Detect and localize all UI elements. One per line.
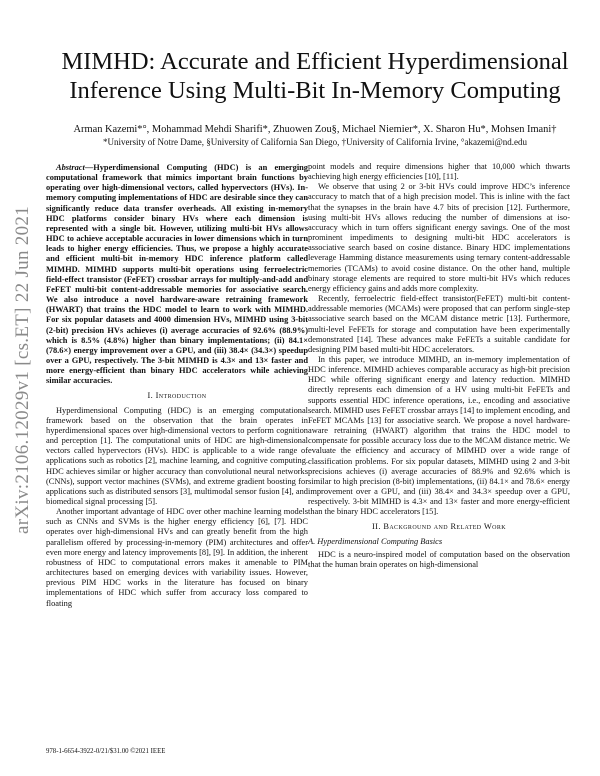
abstract-lead: Abstract: [56, 163, 85, 172]
paper-title: [60, 47, 570, 105]
paper-title-line-1: MIMHD: Accurate and Efficient Hyperdimensional: [61, 48, 569, 75]
intro-paragraph-2: Another important advantage of HDC over other machine learning models such as CNNs and SVMs is the higher energy efficiency [6], [7]. HDC operates over high-dimensional HVs and can greatly benefit from the high parallelism offered by processing-in-memory (PIM) architectures and offer even more energy and latency improvements [8], [9]. In addition, the inherent robustness of HDC to computational errors makes it amenable to PIM architectures based on emerging devices with variability issues. However, previous PIM HDC works in the literature has focused on binary implementations of HDC which suffer from accuracy loss compared to floating: [46, 507, 308, 608]
section-heading-introduction: I. Introduction: [147, 391, 207, 401]
arxiv-identifier-text: arXiv:2106.12029v1 [cs.ET] 22 Jun 2021: [12, 205, 33, 535]
left-column: [46, 163, 308, 609]
intro-paragraph-continued: point models and require dimensions higher that 10,000 which thwarts achieving high energy efficiencies [10], [11].: [308, 162, 570, 182]
right-column: [308, 162, 570, 570]
arxiv-identifier-stamp: [6, 200, 40, 540]
abstract: [46, 163, 308, 386]
intro-paragraph-1: Hyperdimensional Computing (HDC) is an emerging computational framework based on the observation that the brain operates in hyperdimensional spaces over high-dimensional vectors to perform cognition and perception [1]. The computational units of HDC are high-dimensional vectors called hypervectors (HVs). HDC is applicable to a wide range of applications such as robotics [2], machine learning, and cognitive computing. HDC achieves similar or higher accuracy than convolutional neural networks (CNNs), support vector machines (SVMs), and extreme gradient boosting for applications such as distributed sensors [3], multimodal sensor fusion [4], and biomedical signal processing [5].: [46, 405, 308, 506]
section-heading-background: II. Background and Related Work: [371, 522, 507, 532]
abstract-body: —Hyperdimensional Computing (HDC) is an emerging computational framework that mimics important brain functions by operating over high-dimensional vectors, called hypervectors (HVs). In-memory computing implementations of HDC are desirable since they can significantly reduce data transfer overheads. All existing in-memory HDC platforms consider binary HVs where each dimension is represented with a single bit. However, utilizing multi-bit HVs allows HDC to achieve acceptable accuracies in lower dimensions which in turn leads to higher energy efficiencies. Thus, we propose a highly accurate and efficient multi-bit in-memory HDC inference platform called MIMHD. MIMHD supports multi-bit operations using ferroelectric field-effect transistor (FeFET) crossbar arrays for multiply-and-add and FeFET multi-bit content-addressable memories for associative search. We also introduce a novel hardware-aware retraining framework (HWART) that trains the HDC model to learn to work with MIMHD. For six popular datasets and 4000 dimension HVs, MIMHD using 3-bit (2-bit) precision HVs achieves (i) average accuracies of 92.6% (88.9%) which is 8.5% (4.8%) higher than binary implementations; (ii) 84.1× (78.6×) energy improvement over a GPU, and (iii) 38.4× (34.3×) speedup over a GPU, respectively. The 3-bit MIMHD is 4.3× and 13× faster and more energy-efficient than binary HDC accelerators while achieving similar accuracies.: [46, 163, 308, 386]
paper-title-line-2: Inference Using Multi-Bit In-Memory Computing: [69, 77, 561, 104]
intro-paragraph-5: In this paper, we introduce MIMHD, an in-memory implementation of HDC inference. MIMHD achieves comparable accuracy as high-bit precision HDC while offering significant energy and latency reduction. MIMHD directly represents each dimension of a HV using multi-bit FeFETs and supports essential HDC inference operations, i.e., encoding and associative search. MIMHD uses FeFET crossbar arrays [14] to implement encoding, and FeFET MCAMs [13] for associative search. We propose a novel hardware-aware retraining (HWART) algorithm that trains the HDC model to compensate for possible accuracy loss due to the MCAM distance metric. We evaluate the efficiency and accuracy of MIMHD over a wide range of classification problems. For six popular datasets, MIMHD using 2 and 3-bit precisions achieves (i) average accuracies of 88.9% and 92.6% which is similar to high precision (8-bit) implementations, (ii) 84.1× and 78.6× energy improvement over a GPU, and (iii) 38.4× and 34.3× speedup over a GPU, respectively. 3-bit MIMHD is 4.3× and 13× faster and more energy-efficient than the binary HDC accelerators [15].: [308, 354, 570, 517]
intro-paragraph-3: We observe that using 2 or 3-bit HVs could improve HDC’s inference accuracy to match that of a high precision model. This is inline with the fact that the synapses in the brain have 4.7 bits of precision [12]. Furthermore, using multi-bit HVs allows reducing the number of dimensions at iso-accuracy which in turn offers significant energy savings. One of the most prominent impediments to designing multi-bit HDC accelerators is associative search based on cosine distance. Binary HDC implementations leverage Hamming distance measurements using ternary content-addressable memories (TCAMs) to avoid cosine distance. On the other hand, multiple binary storage elements are required to store multi-bit HVs which reduces energy efficiency gains and adds more complexity.: [308, 182, 570, 293]
background-paragraph-1: HDC is a neuro-inspired model of computation based on the observation that the human brain operates on high-dimensional: [308, 549, 570, 569]
affiliation-list: *University of Notre Dame, §University of California San Diego, †University of California Irvine, °akazemi@nd.edu: [102, 137, 528, 147]
intro-paragraph-4: Recently, ferroelectric field-effect transistor(FeFET) multi-bit content-addressable memories (MCAMs) were proposed that can perform single-step associative search based on the MCAM distance metric [13]. Furthermore, multi-level FeFETs for storage and computation have been experimentally demonstrated [14]. These advances make FeFETs a suitable candidate for designing PIM based multi-bit HDC accelerators.: [308, 294, 570, 354]
subsection-heading-hdc-basics: A. Hyperdimensional Computing Basics: [308, 536, 443, 546]
copyright-footer: 978-1-6654-3922-0/21/$31.00 ©2021 IEEE: [46, 748, 166, 755]
author-list: Arman Kazemi*°, Mohammad Mehdi Sharifi*, Zhuowen Zou§, Michael Niemier*, X. Sharon Hu*, Mohsen Imani†: [73, 124, 557, 135]
